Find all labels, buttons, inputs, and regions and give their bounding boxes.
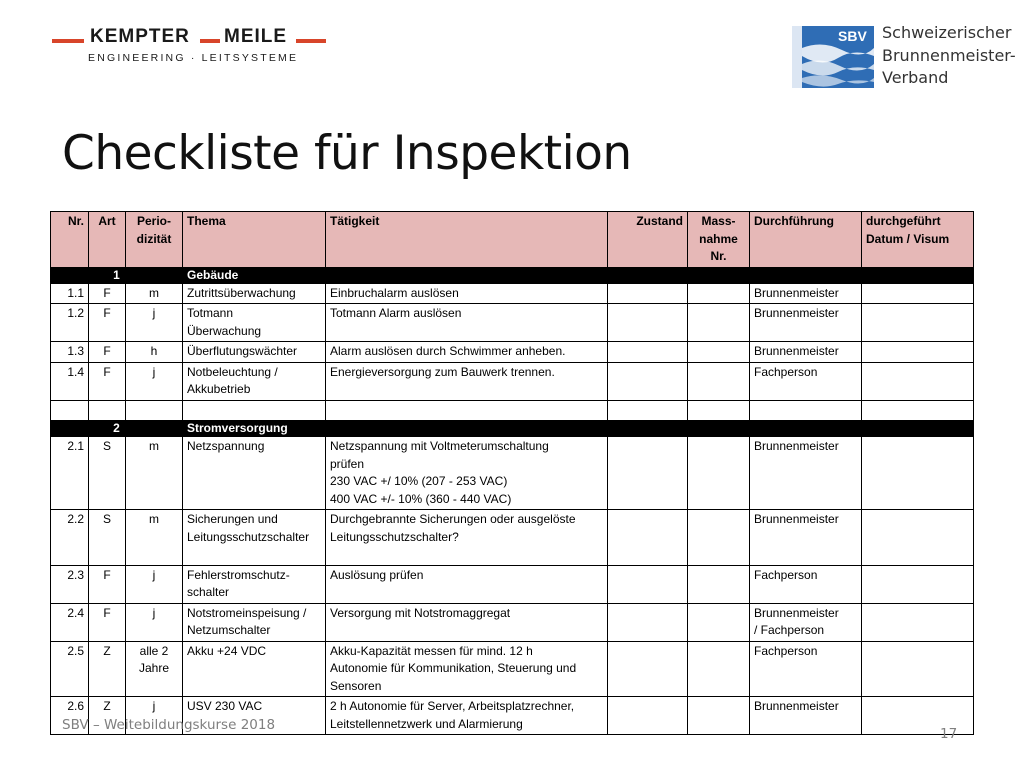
cell-period-line: m bbox=[149, 512, 159, 526]
table-row bbox=[51, 641, 974, 697]
cell-visum bbox=[862, 283, 974, 304]
inspection-table bbox=[50, 211, 974, 735]
cell-durchfuehrung-line: / Fachperson bbox=[754, 623, 825, 637]
cell-massnahme bbox=[688, 603, 750, 641]
cell-durchfuehrung bbox=[750, 565, 862, 603]
cell-thema-line: Notstromeinspeisung / bbox=[187, 605, 307, 620]
cell-taetigkeit bbox=[326, 400, 608, 421]
sbv-wave-icon bbox=[792, 26, 874, 88]
cell-thema-line: Netzumschalter bbox=[187, 623, 271, 637]
col-header-period-line: dizität bbox=[136, 231, 172, 246]
footer-text: SBV – Weitebildungskurse 2018 bbox=[62, 717, 276, 733]
cell-massnahme bbox=[688, 342, 750, 363]
cell-taetigkeit-line: Leitungsschutzschalter? bbox=[330, 529, 459, 544]
cell-thema bbox=[183, 603, 326, 641]
cell-durchfuehrung-line: Brunnenmeister bbox=[754, 512, 839, 526]
table-row bbox=[51, 362, 974, 400]
cell-visum bbox=[862, 304, 974, 342]
table-row bbox=[51, 510, 974, 566]
cell-massnahme bbox=[688, 304, 750, 342]
cell-durchfuehrung bbox=[750, 342, 862, 363]
cell-zustand bbox=[608, 400, 688, 421]
cell-visum bbox=[862, 603, 974, 641]
cell-period-line bbox=[130, 402, 178, 420]
cell-durchfuehrung bbox=[750, 641, 862, 697]
cell-taetigkeit-line: Alarm auslösen durch Schwimmer anheben. bbox=[330, 344, 566, 358]
cell-massnahme bbox=[688, 641, 750, 697]
cell-period-line: j bbox=[152, 567, 156, 582]
cell-massnahme bbox=[688, 510, 750, 566]
cell-thema-line: Leitungsschutzschalter bbox=[187, 529, 310, 544]
logo-subtitle: ENGINEERING · LEITSYSTEME bbox=[88, 52, 299, 64]
cell-taetigkeit-line: Versorgung mit Notstromaggregat bbox=[330, 605, 511, 620]
cell-zustand bbox=[608, 603, 688, 641]
cell-taetigkeit bbox=[326, 437, 608, 510]
cell-art: F bbox=[89, 603, 126, 641]
table-row bbox=[51, 437, 974, 510]
logo-bar-right bbox=[296, 39, 326, 43]
section-number: 1 bbox=[51, 267, 183, 283]
cell-art: F bbox=[89, 362, 126, 400]
cell-thema-line: USV 230 VAC bbox=[187, 699, 263, 713]
cell-thema bbox=[183, 641, 326, 697]
cell-massnahme bbox=[688, 565, 750, 603]
cell-zustand bbox=[608, 565, 688, 603]
cell-durchfuehrung-line: Brunnenmeister bbox=[754, 344, 839, 358]
logo-bar-middle bbox=[200, 39, 220, 43]
cell-durchfuehrung bbox=[750, 437, 862, 510]
cell-durchfuehrung bbox=[750, 697, 862, 735]
cell-period bbox=[126, 283, 183, 304]
sbv-mark: SBV bbox=[838, 28, 867, 44]
cell-durchfuehrung-line: Brunnenmeister bbox=[754, 285, 839, 300]
cell-thema-line: Notbeleuchtung / bbox=[187, 364, 278, 379]
cell-period-line: j bbox=[152, 605, 156, 620]
cell-period bbox=[126, 641, 183, 697]
cell-taetigkeit-line bbox=[330, 546, 603, 564]
cell-art: Z bbox=[89, 641, 126, 697]
sbv-logo bbox=[792, 20, 1016, 95]
cell-zustand bbox=[608, 437, 688, 510]
cell-taetigkeit-line: 230 VAC +/ 10% (207 - 253 VAC) bbox=[330, 474, 508, 488]
section-title: Stromversorgung bbox=[183, 421, 974, 437]
cell-taetigkeit-line bbox=[330, 402, 603, 420]
cell-thema-line: Totmann bbox=[187, 306, 234, 320]
cell-taetigkeit-line: Totmann Alarm auslösen bbox=[330, 306, 462, 320]
cell-period-line: m bbox=[149, 285, 159, 300]
table-row bbox=[51, 603, 974, 641]
cell-visum bbox=[862, 565, 974, 603]
cell-durchfuehrung-line: Brunnenmeister bbox=[754, 439, 839, 453]
sbv-line-1: Schweizerischer bbox=[882, 23, 1012, 42]
cell-visum bbox=[862, 437, 974, 510]
page-number: 17 bbox=[940, 726, 958, 742]
section-number: 2 bbox=[51, 421, 183, 437]
cell-taetigkeit bbox=[326, 697, 608, 735]
col-header-durchgefuehrt-line: durchgeführt bbox=[866, 214, 941, 228]
cell-taetigkeit bbox=[326, 510, 608, 566]
table-row bbox=[51, 400, 974, 421]
col-header-taetigkeit: Tätigkeit bbox=[326, 212, 608, 268]
cell-taetigkeit bbox=[326, 304, 608, 342]
cell-taetigkeit-line: Netzspannung mit Voltmeterumschaltung bbox=[330, 439, 549, 453]
cell-massnahme bbox=[688, 362, 750, 400]
cell-taetigkeit-line: prüfen bbox=[330, 456, 365, 471]
cell-thema bbox=[183, 362, 326, 400]
cell-thema-line: Zutrittsüberwachung bbox=[187, 285, 296, 300]
cell-period-line: h bbox=[150, 344, 158, 358]
cell-nr: 2.5 bbox=[51, 641, 89, 697]
cell-art: F bbox=[89, 342, 126, 363]
cell-durchfuehrung bbox=[750, 283, 862, 304]
cell-period bbox=[126, 342, 183, 363]
cell-thema-line: schalter bbox=[187, 585, 230, 599]
cell-durchfuehrung-line: Brunnenmeister bbox=[754, 699, 839, 713]
cell-durchfuehrung bbox=[750, 603, 862, 641]
col-header-massnahme-line: Mass- bbox=[701, 214, 736, 228]
col-header-massnahme-line: Nr. bbox=[710, 249, 727, 263]
cell-taetigkeit bbox=[326, 362, 608, 400]
cell-art bbox=[89, 400, 126, 421]
logo-bar-left bbox=[52, 39, 84, 43]
cell-thema bbox=[183, 342, 326, 363]
cell-period bbox=[126, 603, 183, 641]
cell-period-line: alle 2 bbox=[139, 643, 169, 658]
cell-visum bbox=[862, 362, 974, 400]
cell-thema bbox=[183, 510, 326, 566]
col-header-massnahme-line: nahme bbox=[699, 231, 738, 246]
col-header-period bbox=[126, 212, 183, 268]
cell-taetigkeit bbox=[326, 641, 608, 697]
cell-visum bbox=[862, 641, 974, 697]
cell-taetigkeit-line: Auslösung prüfen bbox=[330, 567, 424, 582]
cell-taetigkeit bbox=[326, 283, 608, 304]
cell-thema-line bbox=[187, 402, 321, 420]
cell-nr: 2.4 bbox=[51, 603, 89, 641]
kempter-meile-logo bbox=[52, 26, 332, 66]
cell-zustand bbox=[608, 304, 688, 342]
cell-art: S bbox=[89, 510, 126, 566]
cell-visum bbox=[862, 342, 974, 363]
cell-durchfuehrung-line: Brunnenmeister bbox=[754, 306, 839, 320]
cell-period-line: j bbox=[152, 306, 156, 320]
section-row bbox=[51, 267, 974, 283]
cell-durchfuehrung bbox=[750, 304, 862, 342]
cell-taetigkeit bbox=[326, 603, 608, 641]
sbv-line-2: Brunnenmeister- bbox=[882, 45, 1016, 65]
cell-taetigkeit-line: Einbruchalarm auslösen bbox=[330, 285, 459, 300]
cell-durchfuehrung bbox=[750, 510, 862, 566]
cell-nr: 2.6 bbox=[51, 697, 89, 735]
cell-thema-line: Sicherungen und bbox=[187, 512, 278, 526]
cell-massnahme bbox=[688, 437, 750, 510]
cell-massnahme bbox=[688, 283, 750, 304]
col-header-durchfuehrung: Durchführung bbox=[750, 212, 862, 268]
cell-thema-line: Akku +24 VDC bbox=[187, 643, 267, 658]
cell-nr: 2.2 bbox=[51, 510, 89, 566]
cell-art: F bbox=[89, 565, 126, 603]
cell-thema-line: Fehlerstromschutz- bbox=[187, 567, 290, 582]
cell-massnahme bbox=[688, 697, 750, 735]
table-body bbox=[51, 267, 974, 735]
cell-art: Z bbox=[89, 697, 126, 735]
col-header-durchgefuehrt bbox=[862, 212, 974, 268]
cell-period bbox=[126, 565, 183, 603]
cell-nr: 2.3 bbox=[51, 565, 89, 603]
table-row bbox=[51, 283, 974, 304]
cell-period-line: j bbox=[152, 364, 156, 379]
table-row bbox=[51, 565, 974, 603]
cell-period bbox=[126, 304, 183, 342]
col-header-thema: Thema bbox=[183, 212, 326, 268]
cell-period bbox=[126, 510, 183, 566]
cell-period-line: m bbox=[149, 439, 159, 453]
cell-art: F bbox=[89, 304, 126, 342]
cell-taetigkeit-line: Durchgebrannte Sicherungen oder ausgelöste bbox=[330, 512, 576, 526]
cell-taetigkeit-line: Autonomie für Kommunikation, Steuerung und bbox=[330, 661, 577, 675]
cell-zustand bbox=[608, 342, 688, 363]
sbv-line-3: Verband bbox=[882, 68, 949, 87]
cell-nr: 2.1 bbox=[51, 437, 89, 510]
cell-thema bbox=[183, 400, 326, 421]
cell-durchfuehrung-line: Brunnenmeister bbox=[754, 605, 839, 620]
cell-taetigkeit-line: 400 VAC +/- 10% (360 - 440 VAC) bbox=[330, 491, 512, 506]
cell-art: F bbox=[89, 283, 126, 304]
cell-period-line: j bbox=[152, 699, 156, 713]
cell-thema bbox=[183, 565, 326, 603]
cell-period bbox=[126, 400, 183, 421]
cell-art: S bbox=[89, 437, 126, 510]
cell-massnahme bbox=[688, 400, 750, 421]
cell-thema-line: Überwachung bbox=[187, 323, 262, 338]
cell-visum bbox=[862, 510, 974, 566]
cell-nr bbox=[51, 400, 89, 421]
table-row bbox=[51, 304, 974, 342]
cell-durchfuehrung-line: Fachperson bbox=[754, 567, 818, 582]
cell-period bbox=[126, 437, 183, 510]
cell-taetigkeit-line: Leitstellennetzwerk und Alarmierung bbox=[330, 716, 523, 731]
page-title: Checkliste für Inspektion bbox=[62, 126, 632, 181]
cell-zustand bbox=[608, 283, 688, 304]
section-title: Gebäude bbox=[183, 267, 974, 283]
cell-period-line: Jahre bbox=[138, 661, 170, 675]
cell-durchfuehrung bbox=[750, 400, 862, 421]
cell-taetigkeit-line: Akku-Kapazität messen für mind. 12 h bbox=[330, 643, 533, 658]
cell-thema-line: Akkubetrieb bbox=[187, 382, 251, 396]
cell-taetigkeit-line: 2 h Autonomie für Server, Arbeitsplatzrechner, bbox=[330, 699, 575, 713]
cell-zustand bbox=[608, 362, 688, 400]
cell-durchfuehrung-line: Fachperson bbox=[754, 364, 818, 379]
cell-thema bbox=[183, 437, 326, 510]
col-header-art: Art bbox=[89, 212, 126, 268]
cell-taetigkeit bbox=[326, 342, 608, 363]
cell-nr: 1.2 bbox=[51, 304, 89, 342]
cell-thema-line: Netzspannung bbox=[187, 439, 265, 453]
col-header-durchgefuehrt-line: Datum / Visum bbox=[866, 231, 950, 246]
cell-durchfuehrung-line: Fachperson bbox=[754, 643, 818, 658]
cell-taetigkeit-line: Energieversorgung zum Bauwerk trennen. bbox=[330, 364, 555, 379]
cell-thema bbox=[183, 283, 326, 304]
cell-nr: 1.4 bbox=[51, 362, 89, 400]
table-row bbox=[51, 342, 974, 363]
cell-durchfuehrung bbox=[750, 362, 862, 400]
col-header-massnahme bbox=[688, 212, 750, 268]
cell-thema bbox=[183, 304, 326, 342]
logo-word-meile: MEILE bbox=[224, 26, 288, 47]
cell-thema-line: Überflutungswächter bbox=[187, 344, 298, 358]
cell-period bbox=[126, 362, 183, 400]
cell-visum bbox=[862, 400, 974, 421]
cell-nr: 1.1 bbox=[51, 283, 89, 304]
cell-zustand bbox=[608, 641, 688, 697]
sbv-name bbox=[882, 22, 1016, 90]
cell-zustand bbox=[608, 697, 688, 735]
cell-durchfuehrung-line bbox=[754, 402, 857, 420]
col-header-period-line: Perio- bbox=[136, 214, 171, 228]
logo-word-kempter: KEMPTER bbox=[90, 26, 190, 47]
cell-nr: 1.3 bbox=[51, 342, 89, 363]
section-row bbox=[51, 421, 974, 437]
col-header-zustand: Zustand bbox=[608, 212, 688, 268]
table-header-row bbox=[51, 212, 974, 268]
col-header-nr: Nr. bbox=[51, 212, 89, 268]
cell-taetigkeit bbox=[326, 565, 608, 603]
cell-zustand bbox=[608, 510, 688, 566]
cell-taetigkeit-line: Sensoren bbox=[330, 678, 382, 693]
